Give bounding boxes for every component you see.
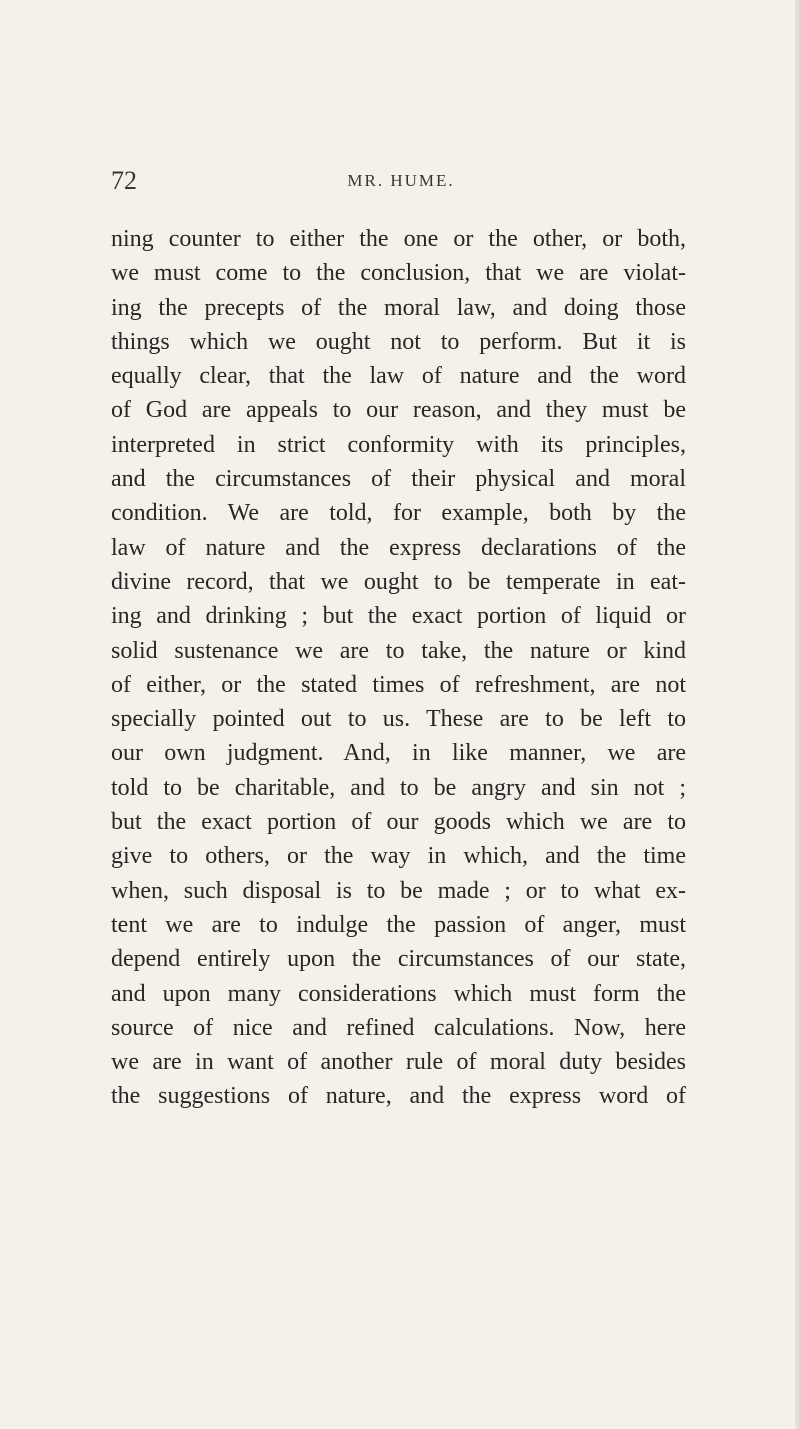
text-line: our own judgment. And, in like manner, we are [111, 740, 686, 767]
page-number: 72 [111, 166, 137, 195]
text-line: we must come to the conclusion, that we are violat- [111, 260, 686, 287]
text-line: condition. We are told, for example, both by the [111, 500, 686, 527]
text-line: and upon many considerations which must form the [111, 980, 686, 1007]
text-line: divine record, that we ought to be temperate in eat- [111, 568, 686, 595]
page-edge [795, 0, 801, 1429]
text-line: interpreted in strict conformity with its principles, [111, 431, 686, 458]
body-text [111, 222, 686, 1114]
text-line: give to others, or the way in which, and the time [111, 843, 686, 870]
running-title: MR. HUME. [347, 171, 455, 190]
text-line: but the exact portion of our goods which we are to [111, 809, 686, 836]
text-line: ing and drinking ; but the exact portion of liquid or [111, 603, 686, 630]
text-line: the suggestions of nature, and the express word of [111, 1083, 686, 1110]
text-line: of either, or the stated times of refreshment, are not [111, 671, 686, 698]
text-line: when, such disposal is to be made ; or to what ex- [111, 877, 686, 904]
text-line: depend entirely upon the circumstances of our state, [111, 946, 686, 973]
text-line: of God are appeals to our reason, and they must be [111, 397, 686, 424]
text-line: and the circumstances of their physical and moral [111, 466, 686, 493]
running-head [111, 166, 691, 196]
text-line: told to be charitable, and to be angry and sin not ; [111, 774, 686, 801]
text-line: ing the precepts of the moral law, and doing those [111, 294, 686, 321]
text-line: tent we are to indulge the passion of anger, must [111, 911, 686, 938]
text-line: solid sustenance we are to take, the nature or kind [111, 637, 686, 664]
text-line: equally clear, that the law of nature and the word [111, 363, 686, 390]
text-line: law of nature and the express declarations of the [111, 534, 686, 561]
text-line: things which we ought not to perform. But it is [111, 328, 686, 355]
text-line: ning counter to either the one or the other, or both, [111, 226, 686, 252]
text-line: source of nice and refined calculations. Now, here [111, 1014, 686, 1041]
text-line: specially pointed out to us. These are to be left to [111, 706, 686, 733]
text-line: we are in want of another rule of moral duty besides [111, 1049, 686, 1076]
